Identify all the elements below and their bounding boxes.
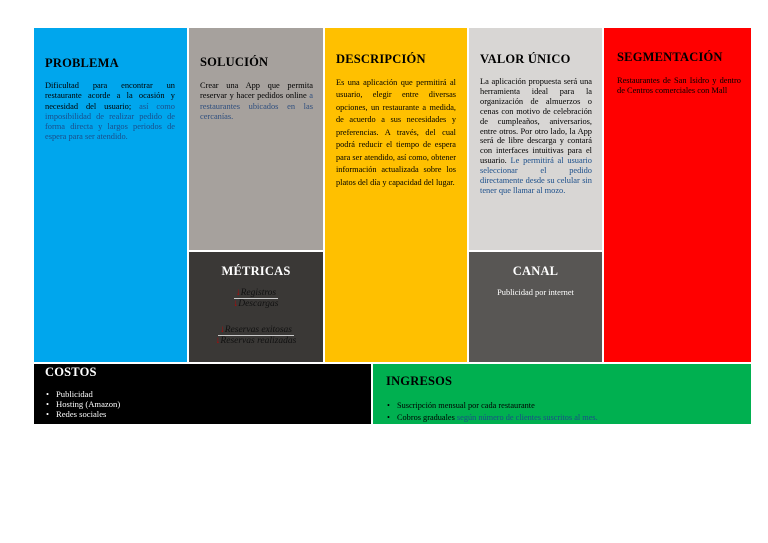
metricas-block [189,252,323,362]
list-item: • Redes sociales [46,409,107,420]
ingresos-title: INGRESOS [386,374,453,388]
solucion-title: SOLUCIÓN [200,55,269,69]
list-item: • Cobros graduales según número de clientes suscritos al mes. [387,412,598,424]
valor-unico-block [469,28,602,250]
costos-title: COSTOS [45,365,97,379]
metric-1-num-marker: ↓ [235,288,241,298]
segmentacion-block [604,28,751,362]
descripcion-title: DESCRIPCIÓN [336,52,426,66]
valor-unico-title: VALOR ÚNICO [480,52,571,66]
canal-title: CANAL [512,264,559,278]
list-item: • Hosting (Amazon) [46,399,121,410]
solucion-text-main: Crear una App que permita reservar y hacer pedidos online [200,81,313,101]
bullet-icon: • [387,401,390,410]
metric-1-den-label: Descargas [238,299,279,309]
solucion-block [189,28,323,250]
ingresos-list [387,400,598,424]
problema-text-extra: así como imposibilidad de realizar pedido de forma directa y largos periodos de espera para ser atendido. [45,101,175,142]
metric-1-num-label: Registros [240,288,277,298]
metric-2-num-label: Reservas exitosas [224,325,293,335]
problema-title: PROBLEMA [45,56,119,70]
valor-unico-text-extra: Le permitirá al usuario seleccionar el pedido directamente desde su celular sin tener que llamar al mozo. [480,156,592,195]
bullet-icon: • [387,413,390,423]
problema-block [34,28,187,362]
metric-2-den-marker: ↓ [215,336,221,346]
metric-2-num-marker: ↓ [219,325,225,335]
canal-text: Publicidad por internet [497,288,574,297]
descripcion-text: Es una aplicación que permitirá al usuario, elegir entre diversas opciones, un restaurante a medida, de acuerdo a sus necesidades y preferencias. A través, del cual podrá reducir el tiempo de espera para ser atendido, así como, obtener información actualizada sobre los platos del día y capacidad del lugar. [336,78,456,187]
bullet-icon: • [46,399,50,410]
metric-registros-descargas [189,288,323,309]
metric-1-denominator [189,299,323,309]
metric-2-numerator [218,325,294,336]
metric-1-numerator [234,288,278,299]
ingresos-block [373,364,751,424]
bullet-icon: • [46,389,50,399]
segmentacion-text: Restaurantes de San Isidro y dentro de Centros comerciales con Mall [617,76,741,96]
segmentacion-title: SEGMENTACIÓN [617,50,723,64]
descripcion-block [325,28,467,362]
list-item: • Publicidad [46,389,93,399]
metric-2-denominator [189,336,323,346]
metricas-title: MÉTRICAS [221,264,291,278]
solucion-text-extra: a restaurantes ubicados en las cercanías. [200,91,313,121]
valor-unico-text [480,77,592,196]
metric-reservas [189,325,323,346]
problema-text [45,81,175,143]
problema-text-main: Dificultad para encontrar un restaurante acorde a la ocasión y necesidad del usuario; [45,81,175,111]
bullet-icon: • [46,409,50,420]
costos-list [46,389,120,419]
canal-block [469,252,602,362]
valor-unico-text-main: La aplicación propuesta será una herramienta ideal para la organización de almuerzos o cenas con motivo de celebración de cumpleaños, aniversarios, entre otros. Por otro lado, la App será de libre descarga y contará con interfaces intuitivas para el usuario. [480,77,592,166]
list-item: • Suscripción mensual por cada restaurante [387,400,598,412]
metric-2-den-label: Reservas realizadas [220,336,297,346]
solucion-text [200,81,313,122]
metric-1-den-marker: ↓ [233,299,239,309]
costos-block [34,364,371,424]
